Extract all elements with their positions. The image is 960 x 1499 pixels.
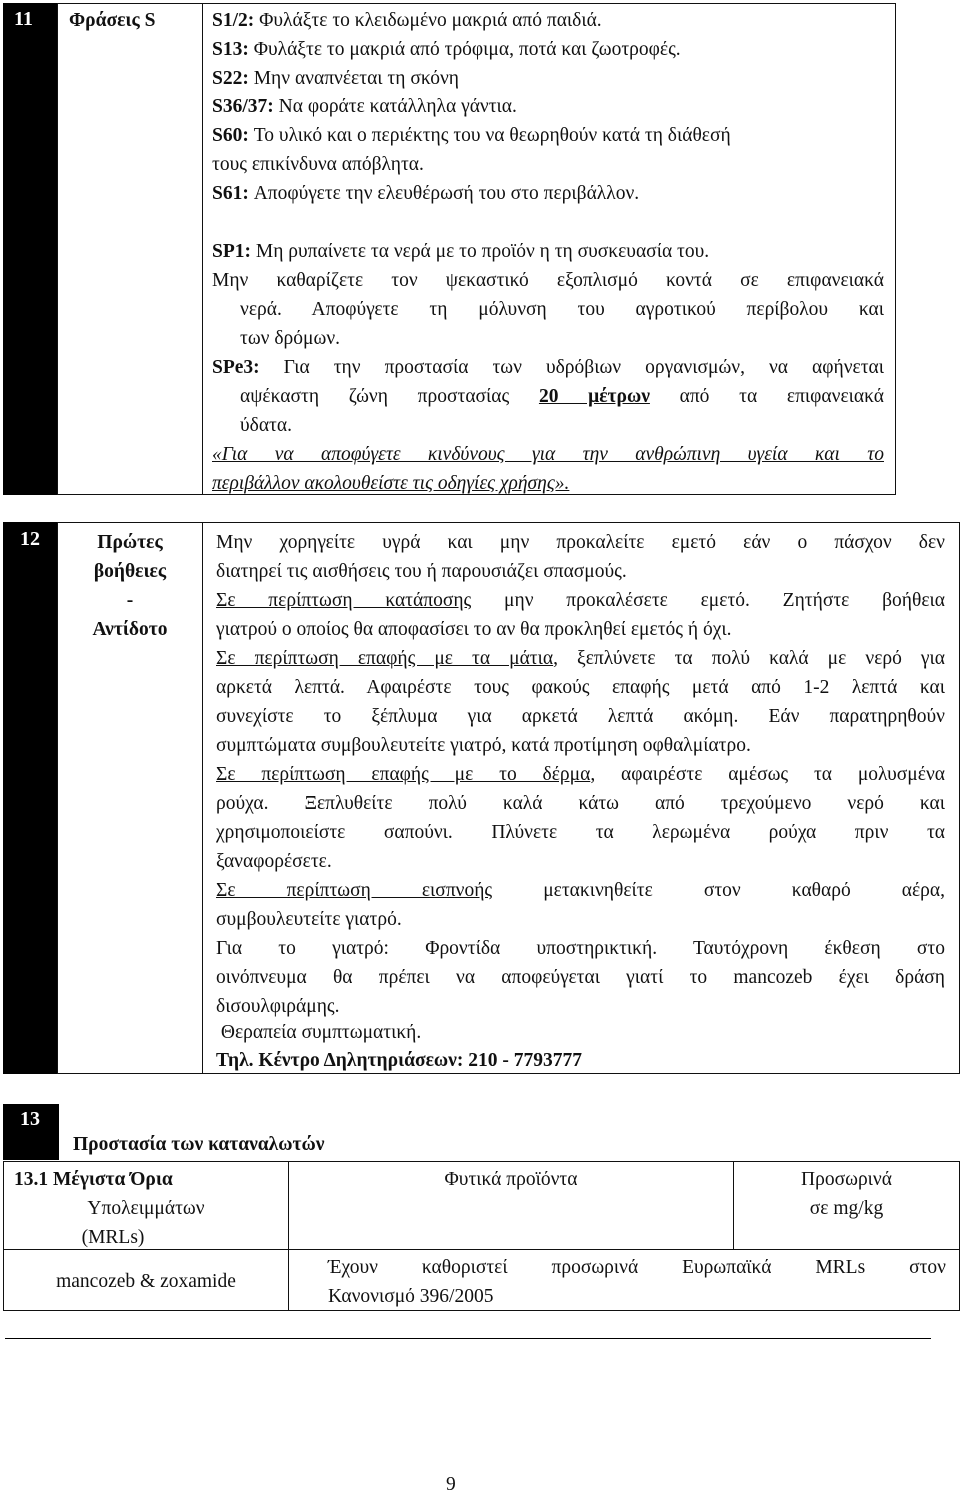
first-aid-line-10: ρούχα. Ξεπλυθείτε πολύ καλά κάτω από τρεχούμενο νερό και xyxy=(216,793,945,814)
mrl-header-1-line-3: (MRLs) xyxy=(81,1227,145,1248)
first-aid-line-13: Σε περίπτωση εισπνοής μετακινηθείτε στον καθαρό αέρα, xyxy=(216,880,945,901)
s-phrase-1: S1/2: Φυλάξτε το κλειδωμένο μακριά από παιδιά. xyxy=(212,10,602,31)
first-aid-line-6: αρκετά λεπτά. Αφαιρέστε τους φακούς επαφής μετά από 1-2 λεπτά και xyxy=(216,677,945,698)
first-aid-line-2: διατηρεί τις αισθήσεις του ή παρουσιάζει σπασμούς. xyxy=(216,561,627,582)
footnote-separator xyxy=(5,1338,931,1339)
first-aid-line-16: οινόπνευμα θα πρέπει να αποφεύγεται γιατί το mancozeb έχει δράση xyxy=(216,967,945,988)
safety-quote-line-1: «Για να αποφύγετε κινδύνους για την ανθρώπινη υγεία και το xyxy=(212,444,884,465)
section-11-number-bar xyxy=(3,3,57,495)
s-phrase-60-cont: τους επικίνδυνα απόβλητα. xyxy=(212,154,424,175)
sp1-line-4: των δρόμων. xyxy=(240,328,341,349)
s-phrase-61: S61: Αποφύγετε την ελευθέρωσή του στο περιβάλλον. xyxy=(212,183,640,204)
spe3-line-3: ύδατα. xyxy=(240,415,292,436)
sp1-line-3: νερά. Αποφύγετε τη μόλυνση του αγροτικού περίβολου και xyxy=(240,299,884,320)
mrl-header-1-line-2: Υπολειμμάτων xyxy=(87,1198,205,1219)
section-11-label-cell xyxy=(57,3,203,495)
first-aid-line-8: συμπτώματα συμβουλευτείτε γιατρό, κατά προτίμηση οφθαλμίατρο. xyxy=(216,735,751,756)
section-11-number: 11 xyxy=(14,8,33,30)
section-13-number: 13 xyxy=(20,1108,40,1130)
s-phrase-22: S22: Μην αναπνέεται τη σκόνη xyxy=(212,68,459,89)
first-aid-line-17: δισουλφιράμης. xyxy=(216,996,340,1017)
mrl-row-substance: mancozeb & zoxamide xyxy=(56,1271,236,1292)
first-aid-line-15: Για το γιατρό: Φροντίδα υποστηρικτική. Ταυτόχρονη έκθεση στο xyxy=(216,938,945,959)
s-phrase-36-37: S36/37: Να φοράτε κατάλληλα γάντια. xyxy=(212,96,517,117)
sp1-line-2: Μην καθαρίζετε τον ψεκαστικό εξοπλισμό κοντά σε επιφανειακά xyxy=(212,270,884,291)
s-phrase-13: S13: Φυλάξτε το μακριά από τρόφιμα, ποτά και ζωοτροφές. xyxy=(212,39,681,60)
sp1-line-1: SP1: Μη ρυπαίνετε τα νερά με το προϊόν η τη συσκευασία του. xyxy=(212,241,710,262)
first-aid-line-9: Σε περίπτωση επαφής με το δέρμα, αφαιρέστε αμέσως τα μολυσμένα xyxy=(216,764,945,785)
section-12-number-bar xyxy=(3,522,57,1074)
mrl-row-value-line-2: Κανονισμό 396/2005 xyxy=(328,1286,494,1307)
section-12-title-line-2: βοήθειες xyxy=(93,561,167,582)
first-aid-line-4: γιατρού ο οποίος θα αποφασίσει το αν θα προκληθεί εμετός ή όχι. xyxy=(216,619,732,640)
section-12-title-line-4: Αντίδοτο xyxy=(92,619,168,640)
first-aid-line-5: Σε περίπτωση επαφής με τα μάτια, ξεπλύνετε τα πολύ καλά με νερό για xyxy=(216,648,945,669)
section-12-title-line-3: - xyxy=(126,590,134,611)
mrl-row-value-line-1: Έχουν καθοριστεί προσωρινά Ευρωπαϊκά MRLs στον xyxy=(328,1257,946,1278)
first-aid-line-11: χρησιμοποιείστε σαπούνι. Πλύνετε τα λερωμένα ρούχα πριν τα xyxy=(216,822,945,843)
first-aid-line-1: Μην χορηγείτε υγρά και μην προκαλείτε εμετό εάν ο πάσχον δεν xyxy=(216,532,945,553)
section-12-title-line-1: Πρώτες xyxy=(97,532,163,553)
first-aid-line-14: συμβουλευτείτε γιατρό. xyxy=(216,909,402,930)
spe3-line-1: SPe3: Για την προστασία των υδρόβιων οργανισμών, να αφήνεται xyxy=(212,357,884,378)
mrl-header-3-line-1: Προσωρινά xyxy=(801,1169,892,1190)
section-11-title: Φράσεις S xyxy=(69,10,156,31)
safety-quote-line-2: περιβάλλον ακολουθείστε τις οδηγίες χρήσης». xyxy=(212,473,570,494)
poison-center-phone: Τηλ. Κέντρο Δηλητηριάσεων: 210 - 7793777 xyxy=(216,1050,582,1071)
first-aid-line-12: ξαναφορέσετε. xyxy=(216,851,332,872)
page-number: 9 xyxy=(446,1474,456,1495)
section-12-number: 12 xyxy=(20,528,40,550)
s-phrase-60: S60: Το υλικό και ο περιέκτης του να θεωρηθούν κατά τη διάθεσή xyxy=(212,125,731,146)
mrl-header-3-line-2: σε mg/kg xyxy=(809,1198,884,1219)
first-aid-line-7: συνεχίστε το ξέπλυμα για αρκετά λεπτά ακόμη. Εάν παρατηρηθούν xyxy=(216,706,945,727)
mrl-header-2: Φυτικά προϊόντα xyxy=(444,1169,578,1190)
first-aid-line-3: Σε περίπτωση κατάποσης μην προκαλέσετε εμετό. Ζητήστε βοήθεια xyxy=(216,590,945,611)
spe3-line-2: αψέκαστη ζώνη προστασίας 20 μέτρων από τα επιφανειακά xyxy=(240,386,884,407)
section-13-title: Προστασία των καταναλωτών xyxy=(73,1134,325,1155)
mrl-header-1-line-1: 13.1 Μέγιστα Όρια xyxy=(14,1169,173,1190)
first-aid-line-18: Θεραπεία συμπτωματική. xyxy=(216,1022,422,1043)
